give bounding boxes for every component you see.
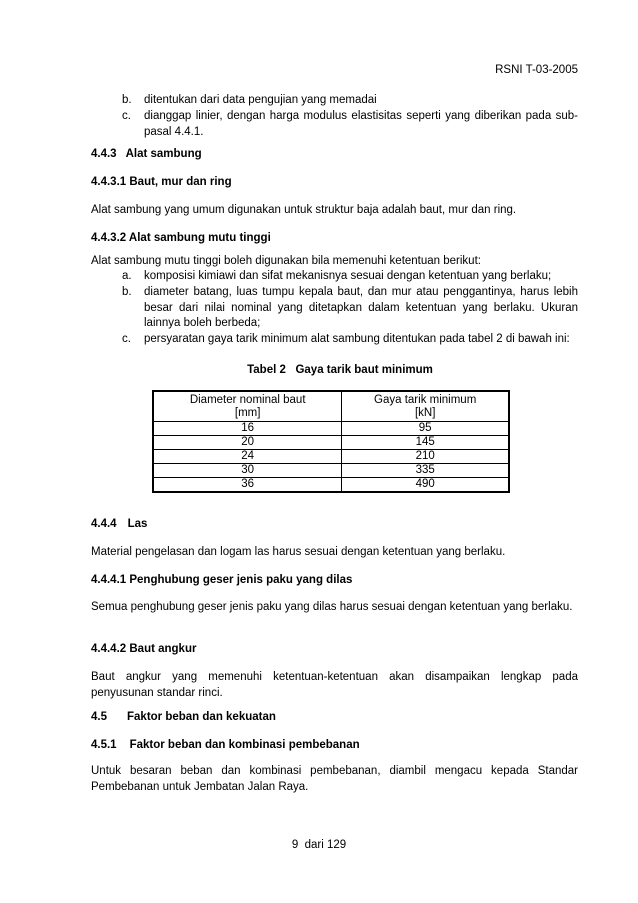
list-label: b.	[122, 94, 132, 106]
table-row	[153, 464, 509, 478]
column-unit-diameter: [mm]	[234, 407, 261, 419]
table-row	[153, 450, 509, 464]
table-cell: 95	[342, 422, 509, 436]
paragraph: Alat sambung mutu tinggi boleh digunakan bila memenuhi ketentuan berikut:	[91, 255, 481, 267]
table-cell: 24	[153, 450, 342, 464]
section-heading-4-4-4-2: 4.4.4.2 Baut angkur	[91, 643, 197, 655]
page-number: 9 dari 129	[291, 839, 347, 851]
bolt-tension-table	[152, 390, 510, 493]
table-header-row	[153, 391, 509, 422]
table-row	[153, 436, 509, 450]
list-text: komposisi kimiawi dan sifat mekanisnya sesuai dengan ketentuan yang berlaku;	[144, 270, 552, 282]
section-number: 4.4.3	[91, 148, 117, 160]
list-label: c.	[122, 333, 131, 345]
list-text: ditentukan dari data pengujian yang memadai	[144, 94, 377, 106]
section-title: Alat sambung	[125, 148, 202, 160]
list-label: b.	[122, 286, 132, 298]
list-text: diameter batang, luas tumpu kepala baut, dan mur atau penggantinya, harus lebih besar dari nilai nominal yang ditetapkan dalam ketentuan yang berlaku. Ukuran lainnya boleh berbeda;	[144, 286, 578, 329]
paragraph: Material pengelasan dan logam las harus sesuai dengan ketentuan yang berlaku.	[91, 546, 506, 558]
table-cell: 335	[342, 464, 509, 478]
table-cell: 30	[153, 464, 342, 478]
section-number: 4.4.4	[91, 518, 117, 530]
section-heading-4-4-4-1: 4.4.4.1 Penghubung geser jenis paku yang dilas	[91, 574, 353, 586]
document-id: RSNI T-03-2005	[495, 64, 578, 76]
table-cell: 36	[153, 478, 342, 493]
paragraph: Semua penghubung geser jenis paku yang dilas harus sesuai dengan ketentuan yang berlaku.	[91, 601, 573, 613]
table-row	[153, 422, 509, 436]
table-caption: Tabel 2 Gaya tarik baut minimum	[247, 364, 433, 376]
list-label: c.	[122, 110, 131, 122]
paragraph: Untuk besaran beban dan kombinasi pembebanan, diambil mengacu kepada Standar Pembebanan untuk Jembatan Jalan Raya.	[91, 765, 578, 793]
section-number: 4.5.1	[91, 739, 117, 751]
table-row	[153, 478, 509, 493]
section-heading-4-5-1	[91, 738, 360, 754]
table-cell: 210	[342, 450, 509, 464]
table-header-cell	[342, 391, 509, 422]
table-cell: 16	[153, 422, 342, 436]
section-heading-4-5	[91, 710, 276, 726]
section-title: Faktor beban dan kombinasi pembebanan	[129, 739, 360, 751]
paragraph: Baut angkur yang memenuhi ketentuan-ketentuan akan disampaikan lengkap pada penyusunan standar rinci.	[91, 671, 578, 699]
table-cell: 20	[153, 436, 342, 450]
section-heading-4-4-3-2: 4.4.3.2 Alat sambung mutu tinggi	[91, 232, 271, 244]
column-header-tension: Gaya tarik minimum	[374, 394, 477, 406]
column-header-diameter: Diameter nominal baut	[189, 394, 306, 406]
paragraph: Alat sambung yang umum digunakan untuk struktur baja adalah baut, mur dan ring.	[91, 204, 517, 216]
table-header-cell	[153, 391, 342, 422]
section-heading-4-4-3-1: 4.4.3.1 Baut, mur dan ring	[91, 176, 232, 188]
list-text: dianggap linier, dengan harga modulus elastisitas seperti yang diberikan pada sub-pasal 4.4.1.	[144, 110, 578, 138]
column-unit-tension: [kN]	[414, 407, 436, 419]
table-cell: 490	[342, 478, 509, 493]
section-number: 4.5	[91, 711, 107, 723]
section-heading-4-4-4	[91, 517, 147, 533]
section-title: Faktor beban dan kekuatan	[127, 711, 276, 723]
list-label: a.	[122, 270, 132, 282]
list-text: persyaratan gaya tarik minimum alat sambung ditentukan pada tabel 2 di bawah ini:	[144, 333, 570, 345]
table-cell: 145	[342, 436, 509, 450]
section-title: Las	[127, 518, 148, 530]
section-heading-4-4-3	[91, 147, 202, 163]
